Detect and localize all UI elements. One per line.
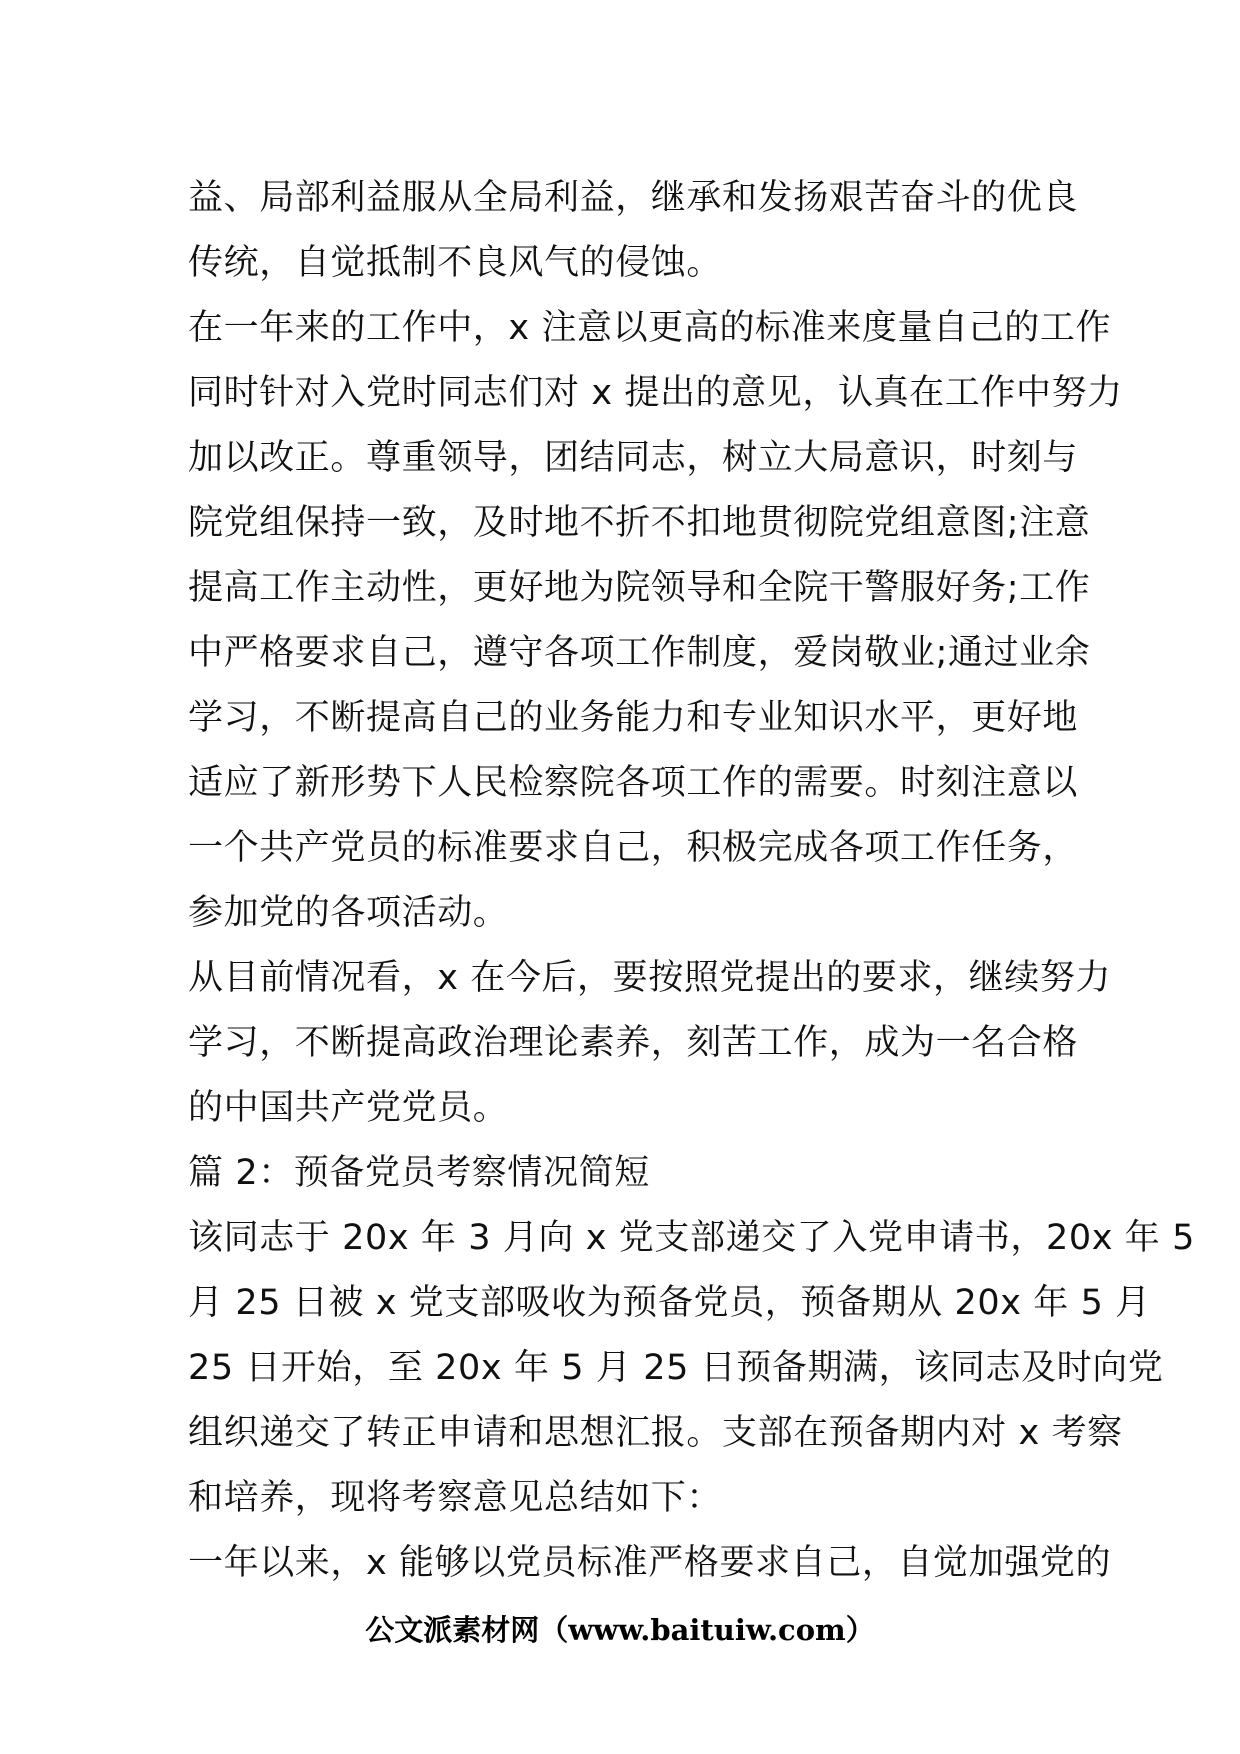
text-line: 提高工作主动性，更好地为院领导和全院干警服好务;工作 — [188, 568, 1091, 608]
text-line: 一年以来，x 能够以党员标准严格要求自己，自觉加强党的 — [188, 1543, 1112, 1583]
text-line: 组织递交了转正申请和思想汇报。支部在预备期内对 x 考察 — [188, 1413, 1123, 1453]
text-line: 该同志于 20x 年 3 月向 x 党支部递交了入党申请书，20x 年 5 — [188, 1218, 1195, 1258]
text-line: 适应了新形势下人民检察院各项工作的需要。时刻注意以 — [188, 763, 1079, 803]
text-line: 同时针对入党时同志们对 x 提出的意见，认真在工作中努力 — [188, 373, 1123, 413]
text-line: 院党组保持一致，及时地不折不扣地贯彻院党组意图;注意 — [188, 503, 1091, 543]
text-line: 从目前情况看，x 在今后，要按照党提出的要求，继续努力 — [188, 958, 1112, 998]
section-heading: 篇 2：预备党员考察情况简短 — [188, 1153, 650, 1193]
text-line: 传统，自觉抵制不良风气的侵蚀。 — [188, 243, 723, 283]
text-line: 和培养，现将考察意见总结如下： — [188, 1478, 723, 1518]
text-line: 在一年来的工作中，x 注意以更高的标准来度量自己的工作 — [188, 308, 1112, 348]
document-body — [188, 166, 1195, 1596]
footer-source: 公文派素材网（www.baituiw.com） — [365, 1613, 875, 1647]
text-line: 学习，不断提高政治理论素养，刻苦工作，成为一名合格 — [188, 1023, 1079, 1063]
text-line: 参加党的各项活动。 — [188, 893, 509, 933]
text-line: 月 25 日被 x 党支部吸收为预备党员，预备期从 20x 年 5 月 — [188, 1283, 1151, 1323]
text-line: 中严格要求自己，遵守各项工作制度，爱岗敬业;通过业余 — [188, 633, 1091, 673]
text-line: 益、局部利益服从全局利益，继承和发扬艰苦奋斗的优良 — [188, 178, 1079, 218]
text-line: 学习，不断提高自己的业务能力和专业知识水平，更好地 — [188, 698, 1079, 738]
text-line: 25 日开始，至 20x 年 5 月 25 日预备期满，该同志及时向党 — [188, 1348, 1164, 1388]
text-line: 一个共产党员的标准要求自己，积极完成各项工作任务， — [188, 828, 1079, 868]
text-line: 加以改正。尊重领导，团结同志，树立大局意识，时刻与 — [188, 438, 1079, 478]
text-line: 的中国共产党党员。 — [188, 1088, 509, 1128]
